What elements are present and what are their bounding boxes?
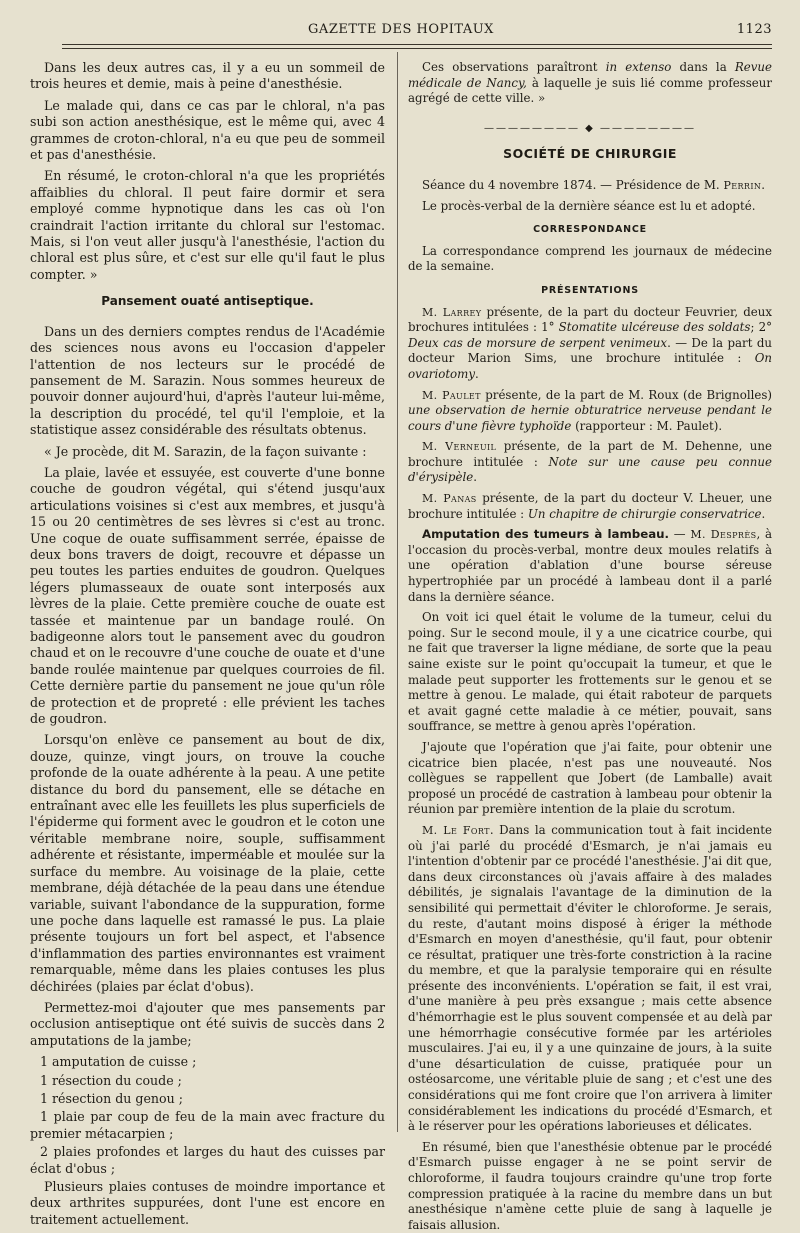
paragraph: La plaie, lavée et essuyée, est couverte d'une bonne couche de goudron végétal, qui s'étend jusqu'aux articulations voisines si c'est aux membres, et jusqu'à 15 ou 20 centimètres de ses lèvres si c'est au tronc. Une coque de ouate suffisamment serrée, épaisse de deux bons travers de doigt, recouvre et dépasse un peu toutes les parties enduites de goudron. Quelques légers plumasseaux de ouate sont interposés aux lèvres de la plaie. Cette première couche de ouate est tassée et maintenue par un bandage roulé. On badigeonne alors tout le pansement avec du goudron chaud et on le recouvre d'une couche de ouate et d'une bande roulée maintenue par quelques courroies de fil. Cette dernière partie du pansement ne joue qu'un rôle de protection et de propreté : elle prévient les taches de goudron. [30,464,385,727]
paragraph: M. Le Fort. Dans la communication tout à fait incidente où j'ai parlé du procédé d'Esmarch, je n'ai jamais eu l'intention d'obtenir par ce procédé l'anesthésie. J'ai dit que, dans deux circonstances où j'avais affaire à des malades débilités, je signalais l'avantage de la diminution de la sensibilité qui permettait d'éviter le chloroforme. Je serais, du reste, d'autant moins disposé à ériger la méthode d'Esmarch en moyen d'anesthésie, qu'il faut, pour obtenir ce résultat, pratiquer une très-forte constriction à la racine du membre, et que la paralysie temporaire qui en résulte présente des inconvénients. L'opération se fait, il est vrai, d'une manière à peu près exsangue ; mais cette absence d'hémorrhagie est le plus souvent compensée et au delà par une hémorrhagie consécutive formée par les artérioles musculaires. J'ai eu, il y a une quinzaine de jours, à la suite d'une désarticulation de cuisse, pratiquée pour un ostéosarcome, une véritable pluie de sang ; et c'est une des considérations qui me font croire que l'on arrivera à limiter considérablement les indications du procédé d'Esmarch, et à le réserver pour les opérations laborieuses et délicates. [408,822,772,1134]
paragraph: Permettez-moi d'ajouter que mes pansements par occlusion antiseptique ont été suivis de succès dans 2 amputations de la jambe; [30,999,385,1048]
page-header [30,22,772,42]
paragraph: Le procès-verbal de la dernière séance est lu et adopté. [422,198,756,213]
paragraph: On voit ici quel était le volume de la tumeur, celui du poing. Sur le second moule, il y a une cicatrice courbe, qui ne fait que traverser la ligne médiane, de sorte que la peau saine existe sur le point qu'occupait la tumeur, et que le malade peut supporter les frottements sur le genou et se mettre à genou. Le malade, qui était raboteur de parquets et avait gagné cette maladie à ce métier, pouvait, sans souffrance, se mettre à genou après l'opération. [408,610,772,734]
subsection-heading: CORRESPONDANCE [533,224,647,236]
paragraph: Ces observations paraîtront in extenso dans la Revue médicale de Nancy, à laquelle je suis lié comme professeur agrégé de cette ville. » [408,60,772,106]
list-item: 1 plaie par coup de feu de la main avec fracture du premier métacarpien ; [30,1109,385,1141]
right-column [408,60,772,1232]
header-rule-thin [62,48,772,49]
presentation-entry: M. Verneuil présente, de la part de M. Dehenne, une brochure intitulée : Note sur une cause peu connue d'érysipèle. [408,439,772,485]
page-number: 1123 [736,22,772,37]
paragraph: J'ajoute que l'opération que j'ai faite, pour obtenir une cicatrice bien placée, n'est pas une nouveauté. Nos collègues se rappellent que Jobert (de Lamballe) avait proposé un procédé de castration à lambeau pour obtenir la réunion par première intention de la plaie du scrotum. [408,739,772,817]
section-heading: Pansement ouaté antiseptique. [101,294,314,309]
presentation-entry: M. Larrey présente, de la part du docteur Feuvrier, deux brochures intitulées : 1° Stomatite ulcéreuse des soldats; 2° Deux cas de morsure de serpent venimeux. — De la part du docteur Marion Sims, une brochure intitulée : On ovariotomy. [408,304,772,381]
paragraph: En résumé, bien que l'anesthésie obtenue par le procédé d'Esmarch puisse engager à ne se point servir de chloroforme, il faudra toujours craindre qu'une trop forte compression pratiquée à la racine du membre dans un but anesthésique n'amène cette pluie de sang à laquelle je faisais allusion. [408,1139,772,1232]
presentation-entry: M. Panas présente, de la part du docteur V. Lheuer, une brochure intitulée : Un chapitre de chirurgie conservatrice. [408,491,772,521]
society-heading: SOCIÉTÉ DE CHIRURGIE [503,146,677,162]
list-item: 2 plaies profondes et larges du haut des cuisses par éclat d'obus ; [30,1144,385,1176]
paragraph: Le malade qui, dans ce cas par le chloral, n'a pas subi son action anesthésique, est le même qui, avec 4 grammes de croton-chloral, n'a eu que peu de sommeil et pas d'anesthésie. [30,97,385,163]
list-item: 1 résection du coude ; [40,1072,182,1088]
paragraph: Dans un des derniers comptes rendus de l'Académie des sciences nous avons eu l'occasion d'appeler l'attention de nos lecteurs sur le procédé de pansement de M. Sarazin. Nous sommes heureux de pouvoir donner aujourd'hui, d'après l'auteur lui-même, la description du procédé, tel qu'il l'emploie, et la statistique assez considérable des résultats obtenus. [30,323,385,438]
paragraph: « Je procède, dit M. Sarazin, de la façon suivante : [44,443,367,459]
left-column [30,60,385,1227]
paragraph: La correspondance comprend les journaux de médecine de la semaine. [408,243,772,274]
paragraph: Lorsqu'on enlève ce pansement au bout de dix, douze, quinze, vingt jours, on trouve la couche profonde de la ouate adhérente à la peau. A une petite distance du bord du pansement, elle se détache en entraînant avec elle les feuillets les plus superficiels de l'épiderme qui forment avec le goudron et le coton une véritable membrane noire, souple, suffisamment adhérente et résistante, imperméable et moulée sur la surface du membre. Au voisinage de la plaie, cette membrane, déjà détachée de la peau dans une étendue variable, suivant l'abondance de la suppuration, forme une poche dans laquelle est ramassé le pus. La plaie présente toujours un fort bel aspect, et l'absence d'inflammation des parties environnantes est vraiment remarquable, même dans les plaies contuses les plus déchirées (plaies par éclat d'obus). [30,732,385,994]
paragraph: Dans les deux autres cas, il y a eu un sommeil de trois heures et demie, mais à peine d'anesthésie. [30,60,385,92]
ornament-divider: ———————— ◆ ———————— [483,122,697,134]
paragraph: Plusieurs plaies contuses de moindre importance et deux arthrites suppurées, dont l'une est encore en traitement actuellement. [30,1179,385,1227]
subsection-heading: PRÉSENTATIONS [541,284,639,296]
paragraph: Amputation des tumeurs à lambeau. — M. Desprès, à l'occasion du procès-verbal, montre deux moules relatifs à une opération d'ablation d'une bourse séreuse hypertrophiée par un procédé à lambeau dont il a parlé dans la dernière séance. [408,527,772,604]
list-item: 1 amputation de cuisse ; [40,1054,197,1070]
list-item: 1 résection du genou ; [40,1090,183,1106]
column-divider [397,52,398,1132]
header-rule [62,44,772,45]
paragraph: En résumé, le croton-chloral n'a que les propriétés affaiblies du chloral. Il peut faire dormir et sera employé comme hypnotique dans les cas où l'on craindrait l'action irritante du chloral sur l'estomac. Mais, si l'on veut aller jusqu'à l'anesthésie, l'action du chloral est plus sûre, et c'est sur elle qu'il faut le plus compter. » [30,168,385,282]
journal-title: GAZETTE DES HOPITAUX [308,22,494,37]
presentation-entry: M. Paulet présente, de la part de M. Roux (de Brignolles) une observation de hernie obturatrice nerveuse pendant le cours d'une fièvre typhoïde (rapporteur : M. Paulet). [408,387,772,433]
seance-line: Séance du 4 novembre 1874. — Présidence de M. Perrin. [422,177,766,192]
